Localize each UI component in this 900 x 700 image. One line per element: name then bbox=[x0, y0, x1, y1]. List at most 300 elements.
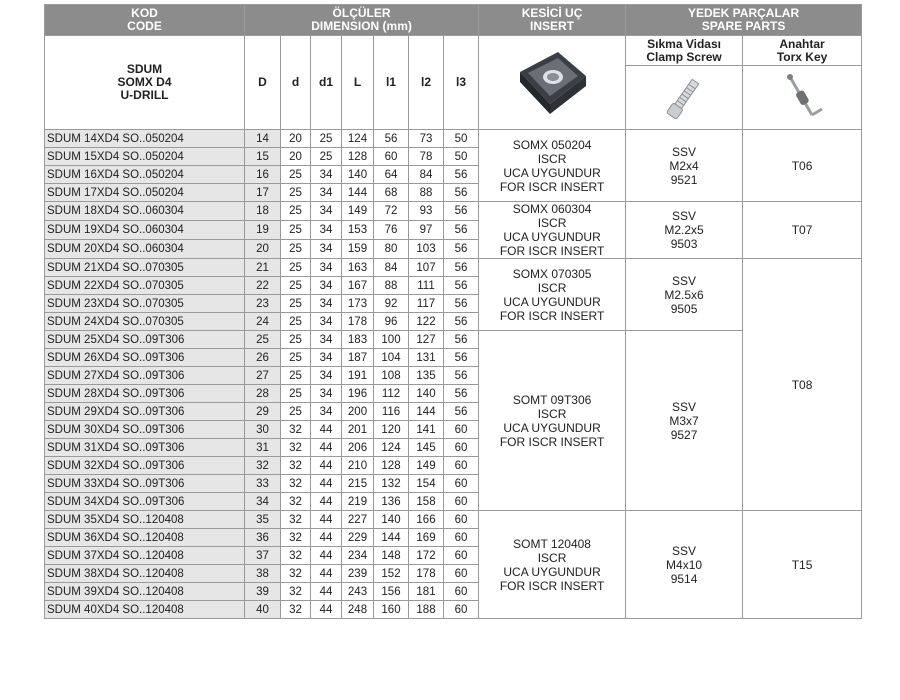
dim-D: 35 bbox=[245, 511, 281, 529]
clamp-screw-spec-line: 9514 bbox=[670, 571, 698, 586]
dim-l1: 152 bbox=[374, 565, 409, 583]
dim-d: 25 bbox=[281, 259, 311, 277]
dim-d: 32 bbox=[281, 457, 311, 475]
dim-l2: 127 bbox=[409, 331, 444, 349]
dim-d: 25 bbox=[281, 202, 311, 221]
dim-D: 36 bbox=[245, 529, 281, 547]
insert-spec-line: SOMX 050204 bbox=[512, 137, 592, 152]
dim-l3: 56 bbox=[444, 313, 479, 331]
torx-key-spec-line: T06 bbox=[791, 158, 813, 173]
dim-D: 21 bbox=[245, 259, 281, 277]
clamp-screw-spec-line: 9505 bbox=[670, 301, 698, 316]
dim-l3: 50 bbox=[444, 130, 479, 148]
product-code: SDUM 33XD4 SO..09T306 bbox=[45, 475, 245, 493]
header-row bbox=[45, 5, 862, 36]
dim-d: 32 bbox=[281, 547, 311, 565]
dim-l2: 181 bbox=[409, 583, 444, 601]
product-code: SDUM 39XD4 SO..120408 bbox=[45, 583, 245, 601]
dim-D: 22 bbox=[245, 277, 281, 295]
insert-spec-line: SOMT 09T306 bbox=[512, 392, 592, 407]
product-code: SDUM 23XD4 SO..070305 bbox=[45, 295, 245, 313]
dim-l3: 60 bbox=[444, 421, 479, 439]
dim-l3: 56 bbox=[444, 331, 479, 349]
torx-key-header-tr: Anahtar bbox=[779, 36, 825, 51]
dim-l1: 128 bbox=[374, 457, 409, 475]
col-header-l1: l1 bbox=[374, 36, 409, 130]
dim-D: 40 bbox=[245, 601, 281, 619]
dim-l1: 124 bbox=[374, 439, 409, 457]
dim-l3: 60 bbox=[444, 583, 479, 601]
spare-parts-header-tr: YEDEK PARÇALAR bbox=[688, 6, 800, 20]
dim-l3: 60 bbox=[444, 457, 479, 475]
dim-D: 16 bbox=[245, 166, 281, 184]
dim-d1: 44 bbox=[311, 421, 342, 439]
insert-spec-line: FOR ISCR INSERT bbox=[499, 434, 605, 449]
dim-d: 25 bbox=[281, 295, 311, 313]
dim-l3: 56 bbox=[444, 166, 479, 184]
torx-key-image bbox=[743, 66, 862, 130]
square-insert-icon bbox=[479, 44, 625, 122]
insert-header bbox=[479, 5, 626, 36]
clamp-screw-spec-line: 9503 bbox=[670, 237, 698, 251]
dim-L: 173 bbox=[342, 295, 374, 313]
dim-d1: 34 bbox=[311, 349, 342, 367]
dim-d: 20 bbox=[281, 130, 311, 148]
clamp-screw-spec-line: SSV bbox=[672, 209, 697, 223]
dim-d1: 34 bbox=[311, 313, 342, 331]
dim-d1: 44 bbox=[311, 601, 342, 619]
product-code: SDUM 14XD4 SO..050204 bbox=[45, 130, 245, 148]
insert-spec-line: ISCR bbox=[537, 550, 567, 565]
insert-spec bbox=[479, 202, 626, 259]
dim-L: 191 bbox=[342, 367, 374, 385]
product-code: SDUM 22XD4 SO..070305 bbox=[45, 277, 245, 295]
subheader-row bbox=[45, 36, 862, 66]
product-code: SDUM 19XD4 SO..060304 bbox=[45, 221, 245, 240]
dim-L: 128 bbox=[342, 148, 374, 166]
dim-D: 28 bbox=[245, 385, 281, 403]
dim-D: 18 bbox=[245, 202, 281, 221]
product-code: SDUM 17XD4 SO..050204 bbox=[45, 184, 245, 202]
dim-d1: 44 bbox=[311, 493, 342, 511]
dim-d1: 44 bbox=[311, 475, 342, 493]
dim-d: 32 bbox=[281, 601, 311, 619]
product-table bbox=[44, 4, 862, 619]
torx-key-icon bbox=[743, 69, 861, 127]
dim-L: 167 bbox=[342, 277, 374, 295]
product-code: SDUM 16XD4 SO..050204 bbox=[45, 166, 245, 184]
product-code: SDUM 26XD4 SO..09T306 bbox=[45, 349, 245, 367]
table-row bbox=[45, 259, 862, 277]
table-row bbox=[45, 202, 862, 221]
dim-L: 201 bbox=[342, 421, 374, 439]
model-line: SDUM bbox=[126, 62, 163, 76]
dimensions-header-tr: ÖLÇÜLER bbox=[332, 6, 391, 20]
insert-spec-line: UCA UYGUNDUR bbox=[503, 165, 601, 180]
dim-l1: 116 bbox=[374, 403, 409, 421]
dim-L: 227 bbox=[342, 511, 374, 529]
dim-d: 32 bbox=[281, 511, 311, 529]
dim-D: 31 bbox=[245, 439, 281, 457]
dim-L: 200 bbox=[342, 403, 374, 421]
dim-l2: 135 bbox=[409, 367, 444, 385]
dim-d: 32 bbox=[281, 493, 311, 511]
dim-d1: 44 bbox=[311, 457, 342, 475]
dim-L: 159 bbox=[342, 240, 374, 259]
dim-d1: 34 bbox=[311, 202, 342, 221]
dim-d1: 44 bbox=[311, 511, 342, 529]
code-header-en: CODE bbox=[127, 19, 162, 33]
insert-header-en: INSERT bbox=[530, 19, 575, 33]
dim-l1: 68 bbox=[374, 184, 409, 202]
dim-d: 32 bbox=[281, 565, 311, 583]
dim-l1: 80 bbox=[374, 240, 409, 259]
product-code: SDUM 21XD4 SO..070305 bbox=[45, 259, 245, 277]
dim-d: 32 bbox=[281, 529, 311, 547]
dim-L: 149 bbox=[342, 202, 374, 221]
product-code: SDUM 27XD4 SO..09T306 bbox=[45, 367, 245, 385]
table-row bbox=[45, 130, 862, 148]
dim-d: 25 bbox=[281, 240, 311, 259]
col-header-l3: l3 bbox=[444, 36, 479, 130]
dimensions-header-en: DIMENSION (mm) bbox=[311, 19, 412, 33]
dim-l3: 56 bbox=[444, 295, 479, 313]
dim-l2: 141 bbox=[409, 421, 444, 439]
dim-l3: 56 bbox=[444, 367, 479, 385]
dim-L: 210 bbox=[342, 457, 374, 475]
dim-l2: 73 bbox=[409, 130, 444, 148]
dim-l3: 60 bbox=[444, 439, 479, 457]
dim-l1: 132 bbox=[374, 475, 409, 493]
dim-l1: 160 bbox=[374, 601, 409, 619]
insert-spec-line: ISCR bbox=[537, 216, 567, 230]
dim-l2: 103 bbox=[409, 240, 444, 259]
dim-L: 187 bbox=[342, 349, 374, 367]
insert-image bbox=[479, 36, 626, 130]
insert-spec-line: SOMT 120408 bbox=[513, 536, 591, 551]
code-header bbox=[45, 5, 245, 36]
dim-D: 34 bbox=[245, 493, 281, 511]
torx-key-spec bbox=[743, 259, 862, 511]
dim-l3: 60 bbox=[444, 565, 479, 583]
dim-l2: 88 bbox=[409, 184, 444, 202]
dim-l2: 166 bbox=[409, 511, 444, 529]
clamp-screw-icon bbox=[626, 70, 742, 126]
dim-L: 144 bbox=[342, 184, 374, 202]
dim-l3: 60 bbox=[444, 511, 479, 529]
dim-l3: 60 bbox=[444, 601, 479, 619]
dim-d1: 44 bbox=[311, 565, 342, 583]
clamp-screw-spec-line: M4x10 bbox=[666, 557, 703, 572]
dim-l1: 148 bbox=[374, 547, 409, 565]
dim-d: 32 bbox=[281, 421, 311, 439]
dim-l2: 188 bbox=[409, 601, 444, 619]
dim-D: 26 bbox=[245, 349, 281, 367]
dim-L: 140 bbox=[342, 166, 374, 184]
dim-d: 25 bbox=[281, 331, 311, 349]
dim-L: 124 bbox=[342, 130, 374, 148]
dim-D: 20 bbox=[245, 240, 281, 259]
torx-key-spec bbox=[743, 130, 862, 202]
dim-d: 25 bbox=[281, 349, 311, 367]
table-row bbox=[45, 511, 862, 529]
dim-d: 32 bbox=[281, 583, 311, 601]
clamp-screw-spec bbox=[626, 130, 743, 202]
dim-d1: 25 bbox=[311, 130, 342, 148]
dim-L: 219 bbox=[342, 493, 374, 511]
dim-l2: 158 bbox=[409, 493, 444, 511]
insert-spec-line: FOR ISCR INSERT bbox=[499, 244, 605, 258]
dim-d1: 34 bbox=[311, 166, 342, 184]
dim-l2: 84 bbox=[409, 166, 444, 184]
dim-l1: 60 bbox=[374, 148, 409, 166]
dim-D: 14 bbox=[245, 130, 281, 148]
dim-l2: 149 bbox=[409, 457, 444, 475]
product-code: SDUM 18XD4 SO..060304 bbox=[45, 202, 245, 221]
dim-d: 25 bbox=[281, 221, 311, 240]
dim-L: 183 bbox=[342, 331, 374, 349]
dim-l1: 96 bbox=[374, 313, 409, 331]
dim-d1: 34 bbox=[311, 331, 342, 349]
dim-L: 215 bbox=[342, 475, 374, 493]
product-code: SDUM 25XD4 SO..09T306 bbox=[45, 331, 245, 349]
dim-d1: 34 bbox=[311, 277, 342, 295]
clamp-screw-header bbox=[626, 36, 743, 66]
insert-spec-line: UCA UYGUNDUR bbox=[503, 420, 601, 435]
insert-spec bbox=[479, 259, 626, 331]
dim-l1: 112 bbox=[374, 385, 409, 403]
dim-d1: 44 bbox=[311, 583, 342, 601]
clamp-screw-spec-line: SSV bbox=[672, 273, 697, 288]
dim-l1: 76 bbox=[374, 221, 409, 240]
insert-spec-line: UCA UYGUNDUR bbox=[503, 564, 601, 579]
dim-L: 229 bbox=[342, 529, 374, 547]
clamp-screw-spec-line: 9521 bbox=[670, 172, 698, 187]
clamp-screw-spec bbox=[626, 259, 743, 331]
dim-d1: 34 bbox=[311, 367, 342, 385]
dim-l3: 56 bbox=[444, 349, 479, 367]
dim-l2: 111 bbox=[409, 277, 444, 295]
clamp-screw-header-en: Clamp Screw bbox=[646, 49, 722, 64]
clamp-screw-image bbox=[626, 66, 743, 130]
torx-key-spec bbox=[743, 511, 862, 619]
product-code: SDUM 40XD4 SO..120408 bbox=[45, 601, 245, 619]
clamp-screw-spec bbox=[626, 331, 743, 511]
dimensions-header bbox=[245, 5, 479, 36]
dim-d: 25 bbox=[281, 403, 311, 421]
insert-spec bbox=[479, 130, 626, 202]
torx-key-spec-line: T08 bbox=[791, 377, 813, 392]
dim-d: 20 bbox=[281, 148, 311, 166]
dim-l3: 56 bbox=[444, 259, 479, 277]
product-code: SDUM 29XD4 SO..09T306 bbox=[45, 403, 245, 421]
col-header-D: D bbox=[245, 36, 281, 130]
dim-l3: 60 bbox=[444, 529, 479, 547]
dim-D: 32 bbox=[245, 457, 281, 475]
dim-D: 29 bbox=[245, 403, 281, 421]
dim-l1: 72 bbox=[374, 202, 409, 221]
product-code: SDUM 35XD4 SO..120408 bbox=[45, 511, 245, 529]
product-code: SDUM 37XD4 SO..120408 bbox=[45, 547, 245, 565]
insert-spec-line: ISCR bbox=[537, 280, 567, 295]
dim-L: 234 bbox=[342, 547, 374, 565]
dim-l3: 56 bbox=[444, 184, 479, 202]
dim-l1: 92 bbox=[374, 295, 409, 313]
dim-l1: 120 bbox=[374, 421, 409, 439]
torx-key-spec-line: T07 bbox=[791, 223, 813, 237]
insert-spec-line: ISCR bbox=[537, 406, 567, 421]
dim-l2: 131 bbox=[409, 349, 444, 367]
table-row bbox=[45, 331, 862, 349]
dim-L: 243 bbox=[342, 583, 374, 601]
dim-D: 30 bbox=[245, 421, 281, 439]
clamp-screw-spec-line: SSV bbox=[672, 543, 697, 558]
dim-d: 25 bbox=[281, 385, 311, 403]
dim-l3: 56 bbox=[444, 221, 479, 240]
dim-L: 206 bbox=[342, 439, 374, 457]
clamp-screw-spec-line: 9527 bbox=[670, 427, 698, 442]
product-code: SDUM 30XD4 SO..09T306 bbox=[45, 421, 245, 439]
dim-D: 33 bbox=[245, 475, 281, 493]
dim-d: 32 bbox=[281, 475, 311, 493]
product-code: SDUM 32XD4 SO..09T306 bbox=[45, 457, 245, 475]
dim-l2: 78 bbox=[409, 148, 444, 166]
clamp-screw-spec-line: M2x4 bbox=[669, 158, 699, 173]
dim-l2: 145 bbox=[409, 439, 444, 457]
product-code: SDUM 20XD4 SO..060304 bbox=[45, 240, 245, 259]
insert-spec-line: FOR ISCR INSERT bbox=[499, 308, 605, 323]
torx-key-spec bbox=[743, 202, 862, 259]
dim-d: 25 bbox=[281, 367, 311, 385]
dim-l2: 178 bbox=[409, 565, 444, 583]
insert-spec bbox=[479, 331, 626, 511]
dim-l3: 60 bbox=[444, 475, 479, 493]
dim-l3: 56 bbox=[444, 385, 479, 403]
spare-parts-header-en: SPARE PARTS bbox=[701, 19, 786, 33]
dim-l3: 56 bbox=[444, 240, 479, 259]
insert-spec-line: SOMX 060304 bbox=[512, 202, 592, 216]
dim-l3: 56 bbox=[444, 277, 479, 295]
dim-l1: 156 bbox=[374, 583, 409, 601]
dim-d1: 34 bbox=[311, 184, 342, 202]
dim-l1: 144 bbox=[374, 529, 409, 547]
clamp-screw-spec bbox=[626, 511, 743, 619]
dim-l3: 56 bbox=[444, 202, 479, 221]
dim-l2: 107 bbox=[409, 259, 444, 277]
code-header-tr: KOD bbox=[131, 6, 158, 20]
dim-D: 17 bbox=[245, 184, 281, 202]
model-label bbox=[45, 36, 245, 130]
dim-l2: 117 bbox=[409, 295, 444, 313]
insert-spec bbox=[479, 511, 626, 619]
dim-D: 27 bbox=[245, 367, 281, 385]
clamp-screw-spec-line: SSV bbox=[672, 144, 697, 159]
product-code: SDUM 34XD4 SO..09T306 bbox=[45, 493, 245, 511]
dim-d1: 34 bbox=[311, 403, 342, 421]
dim-D: 39 bbox=[245, 583, 281, 601]
dim-d1: 34 bbox=[311, 295, 342, 313]
clamp-screw-spec-line: SSV bbox=[672, 399, 697, 414]
dim-l2: 97 bbox=[409, 221, 444, 240]
dim-l1: 56 bbox=[374, 130, 409, 148]
dim-D: 23 bbox=[245, 295, 281, 313]
dim-l1: 140 bbox=[374, 511, 409, 529]
col-header-d1: d1 bbox=[311, 36, 342, 130]
col-header-d: d bbox=[281, 36, 311, 130]
dim-L: 153 bbox=[342, 221, 374, 240]
dim-d: 25 bbox=[281, 184, 311, 202]
dim-L: 196 bbox=[342, 385, 374, 403]
clamp-screw-spec bbox=[626, 202, 743, 259]
insert-spec-line: ISCR bbox=[537, 151, 567, 166]
insert-spec-line: FOR ISCR INSERT bbox=[499, 578, 605, 593]
insert-spec-line: UCA UYGUNDUR bbox=[503, 230, 601, 244]
dim-l1: 108 bbox=[374, 367, 409, 385]
dim-l2: 140 bbox=[409, 385, 444, 403]
dim-D: 37 bbox=[245, 547, 281, 565]
dim-l1: 84 bbox=[374, 259, 409, 277]
dim-d: 32 bbox=[281, 439, 311, 457]
product-code: SDUM 28XD4 SO..09T306 bbox=[45, 385, 245, 403]
product-code: SDUM 38XD4 SO..120408 bbox=[45, 565, 245, 583]
dim-l1: 88 bbox=[374, 277, 409, 295]
dim-L: 178 bbox=[342, 313, 374, 331]
dim-D: 38 bbox=[245, 565, 281, 583]
dim-d1: 34 bbox=[311, 259, 342, 277]
spare-parts-header bbox=[626, 5, 862, 36]
col-header-l2: l2 bbox=[409, 36, 444, 130]
dim-D: 15 bbox=[245, 148, 281, 166]
dim-l3: 50 bbox=[444, 148, 479, 166]
dim-d: 25 bbox=[281, 166, 311, 184]
clamp-screw-header-tr: Sıkma Vidası bbox=[647, 36, 721, 51]
dim-d1: 34 bbox=[311, 385, 342, 403]
torx-key-spec-line: T15 bbox=[791, 557, 813, 572]
col-header-L: L bbox=[342, 36, 374, 130]
insert-header-tr: KESİCİ UÇ bbox=[521, 6, 583, 20]
clamp-screw-spec-line: M3x7 bbox=[669, 413, 699, 428]
dim-d1: 44 bbox=[311, 529, 342, 547]
dim-l2: 172 bbox=[409, 547, 444, 565]
dim-l3: 60 bbox=[444, 493, 479, 511]
product-code: SDUM 24XD4 SO..070305 bbox=[45, 313, 245, 331]
torx-key-header-en: Torx Key bbox=[776, 49, 828, 64]
table-body bbox=[45, 130, 862, 619]
insert-spec-line: SOMX 070305 bbox=[512, 266, 592, 281]
dim-l3: 60 bbox=[444, 547, 479, 565]
dim-l2: 154 bbox=[409, 475, 444, 493]
dim-L: 163 bbox=[342, 259, 374, 277]
dim-L: 239 bbox=[342, 565, 374, 583]
dim-l1: 64 bbox=[374, 166, 409, 184]
dim-l2: 122 bbox=[409, 313, 444, 331]
product-code: SDUM 15XD4 SO..050204 bbox=[45, 148, 245, 166]
clamp-screw-spec-line: M2.2x5 bbox=[664, 223, 704, 237]
dim-l2: 169 bbox=[409, 529, 444, 547]
model-line: SOMX D4 bbox=[117, 75, 172, 89]
dim-d1: 44 bbox=[311, 439, 342, 457]
dim-l1: 100 bbox=[374, 331, 409, 349]
dim-d1: 34 bbox=[311, 221, 342, 240]
dim-D: 25 bbox=[245, 331, 281, 349]
dim-L: 248 bbox=[342, 601, 374, 619]
torx-key-header bbox=[743, 36, 862, 66]
dim-d1: 25 bbox=[311, 148, 342, 166]
insert-spec-line: FOR ISCR INSERT bbox=[499, 179, 605, 194]
dim-l2: 144 bbox=[409, 403, 444, 421]
dim-l1: 136 bbox=[374, 493, 409, 511]
dim-D: 24 bbox=[245, 313, 281, 331]
